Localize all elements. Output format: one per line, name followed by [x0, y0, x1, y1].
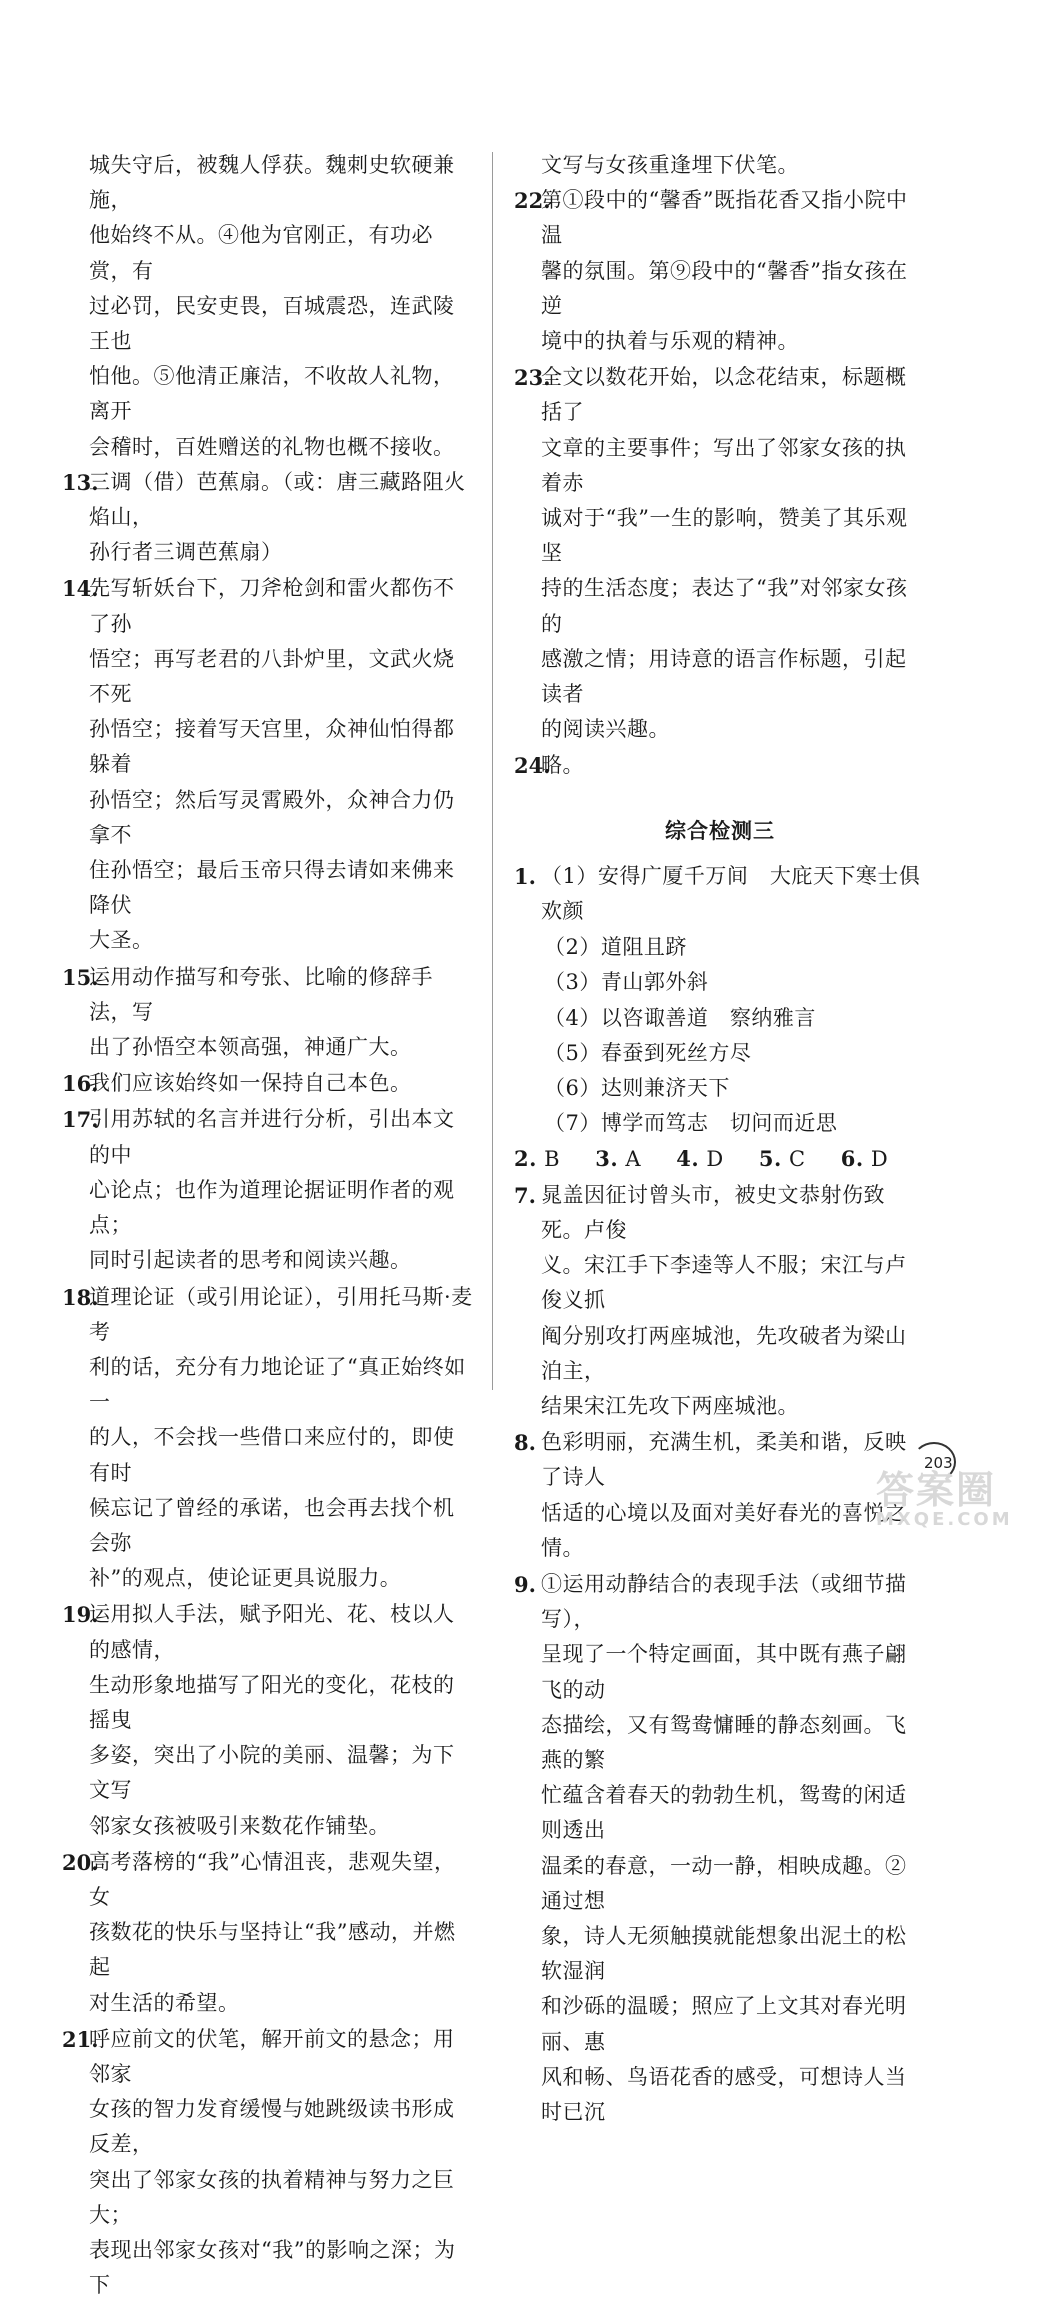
mc-choice: C — [789, 1147, 806, 1172]
mc-choice: D — [870, 1147, 889, 1172]
text-line: 结果宋江先攻下两座城池。 — [541, 1393, 799, 1418]
answer-14 — [62, 571, 474, 958]
answer-19 — [62, 1597, 474, 1843]
watermark-logo: 答案圈 — [876, 1468, 997, 1512]
question-number: 8. — [514, 1430, 536, 1456]
text-line: 呈现了一个特定画面，其中既有燕子翩飞的动 — [541, 1642, 907, 1702]
text-line: 文写与女孩重逢埋下伏笔。 — [541, 153, 799, 177]
text-line: 会稽时，百姓赠送的礼物也概不接收。 — [89, 434, 455, 459]
text-line: 呼应前文的伏笔，解开前文的悬念；用邻家 — [89, 2026, 455, 2086]
text-line: 孙悟空；然后写灵霄殿外，众神合力仍拿不 — [89, 787, 455, 847]
answer-23 — [514, 360, 926, 747]
text-line: 表现出邻家女孩对“我”的影响之深；为下 — [89, 2237, 456, 2298]
text-line: 过必罚，民安吏畏，百城震恐，连武陵王也 — [89, 293, 455, 354]
left-column — [62, 148, 474, 2304]
text-line: 的人，不会找一些借口来应付的，即使有时 — [89, 1425, 455, 1485]
question-number: 13. — [62, 469, 99, 495]
text-line: 对生活的希望。 — [89, 1990, 240, 2015]
sub-answer: （2）道阻且跻 — [544, 935, 687, 960]
text-line: 大圣。 — [89, 928, 154, 953]
text-line: 的阅读兴趣。 — [541, 717, 670, 742]
multiple-choice-answers — [514, 1141, 926, 1177]
answer-13 — [62, 465, 474, 571]
answer-7 — [514, 1178, 926, 1424]
mc-choice: B — [544, 1147, 561, 1172]
text-line: 邻家女孩被吸引来数花作铺垫。 — [89, 1813, 390, 1838]
text-line: 阄分别攻打两座城池，先攻破者为梁山泊主， — [541, 1323, 907, 1383]
answer-8 — [514, 1425, 926, 1566]
mc-answer — [676, 1147, 737, 1171]
answer-17 — [62, 1102, 474, 1278]
text-line: 风和畅、鸟语花香的感受，可想诗人当时已沉 — [541, 2064, 907, 2124]
text-line: 心论点；也作为道理论据证明作者的观点； — [89, 1177, 455, 1238]
text-line: 义。宋江手下李逵等人不服；宋江与卢俊义抓 — [541, 1253, 907, 1313]
text-line: 利的话，充分有力地论证了“真正始终如一 — [89, 1354, 466, 1415]
question-number: 20. — [62, 1849, 99, 1875]
question-number: 24. — [514, 753, 551, 779]
answer-22 — [514, 183, 926, 359]
text-line: 引用苏轼的名言并进行分析，引出本文的中 — [89, 1107, 455, 1167]
answer-1-parts — [514, 930, 926, 1141]
text-line: 文章的主要事件；写出了邻家女孩的执着赤 — [541, 435, 907, 495]
sub-answer: （3）青山郭外斜 — [544, 970, 709, 995]
question-number: 19. — [62, 1602, 99, 1628]
text-line: 运用动作描写和夸张、比喻的修辞手法，写 — [89, 964, 433, 1024]
question-number: 21. — [62, 2026, 99, 2052]
question-number: 4. — [676, 1146, 700, 1172]
sub-answer: （5）春蚕到死丝方尽 — [544, 1040, 752, 1065]
mc-answer — [759, 1147, 820, 1171]
question-number: 2. — [514, 1146, 537, 1172]
text-line: 悟空；再写老君的八卦炉里，文武火烧不死 — [89, 646, 455, 707]
mc-answer — [514, 1147, 574, 1171]
intro-continuation — [62, 148, 474, 465]
text-line: 第①段中的“馨香”既指花香又指小院中温 — [541, 188, 908, 248]
text-line: 突出了邻家女孩的执着精神与努力之巨大； — [89, 2167, 455, 2227]
text-line: 略。 — [541, 753, 584, 778]
text-line: 持的生活态度；表达了“我”对邻家女孩的 — [541, 576, 908, 636]
mc-answer — [595, 1147, 655, 1171]
text-line: 馨的氛围。第⑨段中的“馨香”指女孩在逆 — [541, 258, 908, 318]
answer-21-continuation — [514, 148, 926, 183]
question-number: 5. — [758, 1146, 782, 1172]
answer-16 — [62, 1066, 474, 1101]
answer-18 — [62, 1280, 474, 1597]
text-line: 候忘记了曾经的承诺，也会再去找个机会弥 — [89, 1495, 455, 1555]
text-line: 感激之情；用诗意的语言作标题，引起读者 — [541, 646, 907, 707]
mc-choice: D — [706, 1147, 724, 1172]
text-line: 忙蕴含着春天的勃勃生机，鸳鸯的闲适则透出 — [541, 1783, 907, 1843]
question-number: 17. — [62, 1107, 99, 1133]
question-number: 22. — [514, 188, 551, 214]
watermark — [876, 1470, 1036, 1534]
answer-15 — [62, 960, 474, 1066]
text-line: 和沙砾的温暖；照应了上文其对春光明丽、惠 — [541, 1994, 907, 2054]
text-line: 诚对于“我”一生的影响，赞美了其乐观坚 — [541, 506, 908, 566]
section-title: 综合检测三 — [665, 818, 775, 843]
answer-20 — [62, 1845, 474, 2021]
text-line: 三调（借）芭蕉扇。（或：唐三藏路阻火焰山， — [89, 469, 466, 530]
sub-answer: （4）以咨诹善道 察纳雅言 — [544, 1005, 816, 1030]
sub-answer: （1）安得广厦千万间 大庇天下寒士俱欢颜 — [541, 863, 921, 924]
question-number: 3. — [595, 1146, 619, 1172]
sub-answer: （6）达则兼济天下 — [544, 1076, 730, 1101]
column-divider — [492, 152, 493, 1390]
text-line: 孩数花的快乐与坚持让“我”感动，并燃起 — [89, 1920, 456, 1980]
mc-choice: A — [625, 1147, 642, 1172]
question-number: 1. — [514, 863, 536, 889]
text-line: 生动形象地描写了阳光的变化，花枝的摇曳 — [89, 1672, 455, 1732]
text-line: 温柔的春意，一动一静，相映成趣。②通过想 — [541, 1853, 907, 1913]
question-number: 9. — [514, 1571, 536, 1597]
text-line: 女孩的智力发育缓慢与她跳级读书形成反差， — [89, 2097, 455, 2157]
text-line: 怕他。⑤他清正廉洁，不收故人礼物，离开 — [89, 364, 455, 424]
question-number: 6. — [840, 1146, 864, 1172]
text-line: ①运用动静结合的表现手法（或细节描写）， — [541, 1571, 907, 1632]
answer-1 — [514, 859, 926, 929]
answer-21 — [62, 2022, 474, 2304]
text-line: 孙悟空；接着写天宫里，众神仙怕得都躲着 — [89, 717, 455, 777]
watermark-domain: MXQE.COM — [876, 1509, 1013, 1530]
text-line: 全文以数花开始，以念花结束，标题概括了 — [541, 365, 907, 425]
answer-24 — [514, 748, 926, 783]
text-line: 出了孙悟空本领高强，神通广大。 — [89, 1035, 412, 1060]
text-line: 住孙悟空；最后玉帝只得去请如来佛来降伏 — [89, 858, 455, 918]
text-line: 运用拟人手法，赋予阳光、花、枝以人的感情， — [89, 1602, 455, 1662]
right-column — [514, 148, 926, 2131]
text-line: 孙行者三调芭蕉扇） — [89, 540, 283, 565]
question-number: 7. — [514, 1182, 536, 1208]
text-line: 城失守后，被魏人俘获。魏刺史软硬兼施， — [89, 153, 455, 213]
text-line: 高考落榜的“我”心情沮丧，悲观失望，女 — [89, 1849, 456, 1909]
question-number: 18. — [62, 1284, 99, 1310]
text-line: 补”的观点，使论证更具说服力。 — [89, 1566, 402, 1591]
text-line: 同时引起读者的思考和阅读兴趣。 — [89, 1248, 412, 1273]
question-number: 15. — [62, 964, 99, 990]
text-line: 道理论证（或引用论证），引用托马斯·麦考 — [89, 1284, 473, 1344]
text-line: 色彩明丽，充满生机，柔美和谐，反映了诗人 — [541, 1430, 907, 1490]
answer-9 — [514, 1567, 926, 2130]
page-number: 203 — [924, 1454, 953, 1472]
sub-answer: （7）博学而笃志 切问而近思 — [544, 1111, 838, 1136]
question-number: 23. — [514, 365, 551, 391]
text-line: 晁盖因征讨曾头市，被史文恭射伤致死。卢俊 — [541, 1182, 885, 1242]
text-line: 他始终不从。④他为官刚正，有功必赏，有 — [89, 223, 433, 283]
question-number: 14. — [62, 576, 99, 602]
question-number: 16. — [62, 1071, 99, 1097]
text-line: 象，诗人无须触摸就能想象出泥土的松软湿润 — [541, 1923, 907, 1984]
text-line: 我们应该始终如一保持自己本色。 — [89, 1071, 412, 1096]
text-line: 多姿，突出了小院的美丽、温馨；为下文写 — [89, 1743, 455, 1803]
text-line: 先写斩妖台下，刀斧枪剑和雷火都伤不了孙 — [89, 576, 455, 636]
text-line: 境中的执着与乐观的精神。 — [541, 329, 799, 354]
text-line: 恬适的心境以及面对美好春光的喜悦之情。 — [541, 1500, 907, 1560]
mc-answer — [841, 1147, 902, 1171]
text-line: 态描绘，又有鸳鸯慵睡的静态刻画。飞燕的繁 — [541, 1712, 907, 1772]
